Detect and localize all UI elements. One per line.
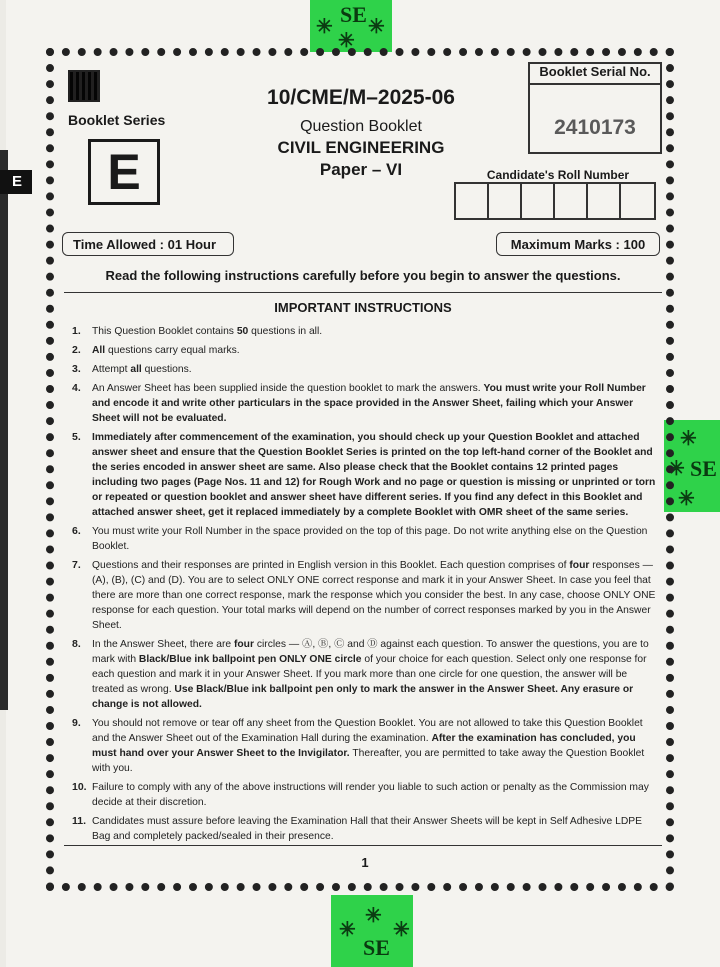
roll-number-cell[interactable] xyxy=(522,184,555,218)
instruction-text: In the Answer Sheet, there are four circles — Ⓐ, Ⓑ, Ⓒ and Ⓓ against each question. To answer the questions, you are to mark with Black/Blue ink ballpoint pen ONLY ONE circle of your choice for each question. Select only one response for each question and mark it in your Answer Sheet. If you mark more than one circle for one question, the answer will be treated as wrong. Use Black/Blue ink ballpoint pen only to mark the answer in the Answer Sheet. Any erasure or change is not allowed. xyxy=(92,639,649,710)
star-icon: ✳ xyxy=(678,488,695,510)
instruction-text: Attempt all questions. xyxy=(92,364,192,375)
instruction-text: Questions and their responses are printed in English version in this Booklet. Each question comprises of four responses — (A), (B), (C) and (D). You are to select ONLY ONE correct response and mark it in your Answer Sheet. In case you feel that there are more than one correct response, mark the response which you consider the best. In any case, choose ONLY ONE response for each question. Your total marks will depend on the number of correct responses marked by you in the Answer Sheet. xyxy=(92,560,656,631)
subject-title: CIVIL ENGINEERING xyxy=(277,138,445,157)
instruction-text: Failure to comply with any of the above instructions will render you liable to such action or penalty as the Commission may decide at their discretion. xyxy=(92,782,649,808)
instruction-number: 10. xyxy=(72,781,87,793)
instruction-text: This Question Booklet contains 50 questions in all. xyxy=(92,326,323,337)
instruction-item xyxy=(72,814,660,844)
instruction-number: 11. xyxy=(72,815,87,827)
instruction-item xyxy=(72,637,660,712)
booklet-series-label: Booklet Series xyxy=(68,112,166,128)
instruction-item xyxy=(72,343,660,358)
instruction-number: 6. xyxy=(72,525,81,537)
star-icon: ✳ xyxy=(680,428,697,450)
instruction-item xyxy=(72,430,660,520)
instruction-text: You must write your Roll Number in the space provided on the top of this page. Do not write anything else on the Question Booklet. xyxy=(92,526,648,552)
instructions-list xyxy=(72,324,660,848)
roll-number-cell[interactable] xyxy=(456,184,489,218)
roll-number-cell[interactable] xyxy=(621,184,654,218)
instruction-text: Immediately after commencement of the examination, you should check up your Question Booklet and attached answer sheet and ensure that the Question Booklet Series is printed on the top left-hand corner of the Booklet and the series encoded in answer sheet are same. Also please check that the Booklet contains 12 printed pages including two pages (Page Nos. 11 and 12) for Rough Work and no page or question is missing or unprinted or torn or repeated or question booklet and answer sheet have different series. If you find any defect in this Booklet and attached answer sheet, get it replaced immediately by a complete Booklet with OMR sheet of the same series. xyxy=(92,432,656,518)
star-icon: ✳ xyxy=(368,16,385,38)
roll-number-cell[interactable] xyxy=(588,184,621,218)
time-allowed: Time Allowed : 01 Hour xyxy=(62,232,234,256)
star-icon: ✳ xyxy=(393,919,410,941)
question-booklet-label: Question Booklet xyxy=(300,118,422,135)
instruction-item xyxy=(72,381,660,426)
roll-number-grid[interactable] xyxy=(454,182,656,220)
booklet-series-box: E xyxy=(88,139,160,205)
green-stamp-bottom xyxy=(331,895,413,967)
serial-divider xyxy=(528,83,662,85)
divider xyxy=(64,292,662,293)
paper-number: Paper – VI xyxy=(319,160,403,179)
qr-code-icon xyxy=(68,70,100,102)
instruction-number: 5. xyxy=(72,431,81,443)
page-number: 1 xyxy=(361,855,369,870)
instruction-item xyxy=(72,716,660,776)
maximum-marks: Maximum Marks : 100 xyxy=(496,232,660,256)
roll-number-label: Candidate's Roll Number xyxy=(486,168,630,182)
divider xyxy=(64,845,662,846)
important-instructions-title: IMPORTANT INSTRUCTIONS xyxy=(274,300,452,315)
instruction-text: All questions carry equal marks. xyxy=(92,345,240,356)
instruction-item xyxy=(72,362,660,377)
star-icon: ✳ xyxy=(668,458,685,480)
instruction-item xyxy=(72,558,660,633)
green-stamp-top xyxy=(310,0,392,52)
instruction-text: An Answer Sheet has been supplied inside the question booklet to mark the answers. You must write your Roll Number and encode it and write other particulars in the space provided in the Answer Sheet, failing which your Answer Sheet will not be evaluated. xyxy=(92,383,646,424)
instruction-number: 7. xyxy=(72,559,81,571)
serial-number: 2410173 xyxy=(554,116,636,139)
instruction-number: 4. xyxy=(72,382,81,394)
stamp-text: SE xyxy=(363,935,390,960)
instruction-item xyxy=(72,780,660,810)
instruction-item xyxy=(72,324,660,339)
instruction-number: 3. xyxy=(72,363,81,375)
star-icon: ✳ xyxy=(365,905,382,927)
star-icon: ✳ xyxy=(316,16,333,38)
read-instructions-line: Read the following instructions carefully before you begin to answer the questions. xyxy=(105,268,621,283)
star-icon: ✳ xyxy=(339,919,356,941)
star-icon: ✳ xyxy=(338,30,355,52)
roll-number-cell[interactable] xyxy=(555,184,588,218)
stamp-text: SE xyxy=(690,456,717,481)
exam-code: 10/CME/M–2025-06 xyxy=(267,86,455,109)
serial-label: Booklet Serial No. xyxy=(539,64,651,79)
stamp-text: SE xyxy=(340,2,367,27)
instruction-number: 8. xyxy=(72,638,81,650)
page-edge-shadow xyxy=(0,150,8,710)
instruction-text: You should not remove or tear off any sheet from the Question Booklet. You are not allowed to take this Question Booklet and the Answer Sheet out of the Examination Hall during the examination. After the examination has concluded, you must hand over your Answer Sheet to the Invigilator. Thereafter, you are permitted to take away the Question Booklet with you. xyxy=(92,718,645,774)
instruction-text: Candidates must assure before leaving the Examination Hall that their Answer Sheets will be kept in Self Adhesive LDPE Bag and completely packed/sealed in their presence. xyxy=(92,816,643,842)
side-series-tab: E xyxy=(0,170,32,194)
instruction-number: 1. xyxy=(72,325,81,337)
roll-number-cell[interactable] xyxy=(489,184,522,218)
instruction-number: 9. xyxy=(72,717,81,729)
instruction-number: 2. xyxy=(72,344,81,356)
instruction-item xyxy=(72,524,660,554)
